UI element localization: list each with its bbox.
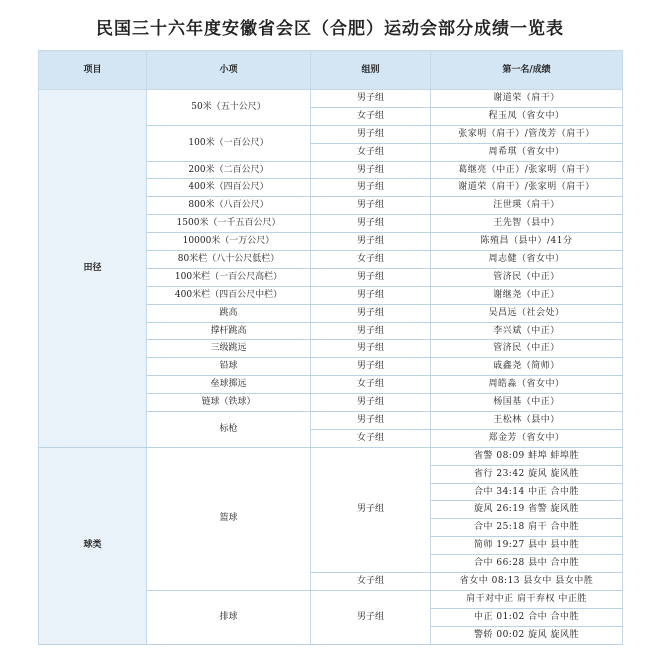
event-cell: 800米（八百公尺） [147, 197, 311, 215]
result-cell: 省行 23:42 旋风 旋风胜 [431, 465, 623, 483]
result-cell: 吴昌远（社会处） [431, 304, 623, 322]
result-cell: 陈殖昌（县中）/41分 [431, 233, 623, 251]
group-cell: 男子组 [311, 233, 431, 251]
group-cell: 男子组 [311, 304, 431, 322]
header-event: 小项 [147, 51, 311, 90]
result-cell: 周志健（省女中） [431, 251, 623, 269]
table-body [39, 90, 623, 645]
result-cell: 杨国基（中正） [431, 394, 623, 412]
result-cell: 简师 19:27 县中 县中胜 [431, 537, 623, 555]
result-cell: 合中 66:28 县中 合中胜 [431, 555, 623, 573]
table-header-row [39, 51, 623, 90]
event-cell: 撑杆跳高 [147, 322, 311, 340]
group-cell: 男子组 [311, 412, 431, 430]
group-cell: 男子组 [311, 197, 431, 215]
table-row [39, 447, 623, 465]
result-cell: 省女中 08:13 县女中 县女中胜 [431, 573, 623, 591]
header-category: 项目 [39, 51, 147, 90]
group-cell: 男子组 [311, 125, 431, 143]
event-cell: 链球（铁球） [147, 394, 311, 412]
result-cell: 管济民（中正） [431, 268, 623, 286]
group-cell: 男子组 [311, 394, 431, 412]
event-cell: 三级跳远 [147, 340, 311, 358]
group-cell: 男子组 [311, 215, 431, 233]
table-row [39, 90, 623, 108]
event-cell: 铅球 [147, 358, 311, 376]
event-cell: 400米（四百公尺） [147, 179, 311, 197]
event-cell: 排球 [147, 590, 311, 644]
result-cell: 管济民（中正） [431, 340, 623, 358]
event-cell: 10000米（一万公尺） [147, 233, 311, 251]
group-cell: 男子组 [311, 447, 431, 572]
result-cell: 旋风 26:19 省警 旋风胜 [431, 501, 623, 519]
event-cell: 标枪 [147, 412, 311, 448]
event-cell: 100米（一百公尺） [147, 125, 311, 161]
event-cell: 400米栏（四百公尺中栏） [147, 286, 311, 304]
event-cell: 200米（二百公尺） [147, 161, 311, 179]
result-cell: 谢继尧（中正） [431, 286, 623, 304]
result-cell: 王松林（县中） [431, 412, 623, 430]
result-cell: 戚鑫尧（简师） [431, 358, 623, 376]
group-cell: 女子组 [311, 429, 431, 447]
result-cell: 张家明（肩干）/管茂芳（肩干） [431, 125, 623, 143]
group-cell: 男子组 [311, 268, 431, 286]
group-cell: 男子组 [311, 322, 431, 340]
group-cell: 女子组 [311, 107, 431, 125]
result-cell: 葛继亮（中正）/张家明（肩干） [431, 161, 623, 179]
group-cell: 女子组 [311, 376, 431, 394]
category-cell-ball: 球类 [39, 447, 147, 644]
result-cell: 省警 08:09 蚌埠 蚌埠胜 [431, 447, 623, 465]
group-cell: 男子组 [311, 590, 431, 644]
result-cell: 合中 34:14 中正 合中胜 [431, 483, 623, 501]
result-cell: 谢道荣（肩干）/张家明（肩干） [431, 179, 623, 197]
header-group: 组别 [311, 51, 431, 90]
group-cell: 男子组 [311, 358, 431, 376]
event-cell: 篮球 [147, 447, 311, 590]
group-cell: 女子组 [311, 143, 431, 161]
event-cell: 1500米（一千五百公尺） [147, 215, 311, 233]
result-cell: 程玉凤（省女中） [431, 107, 623, 125]
result-cell: 警轿 00:02 旋风 旋风胜 [431, 626, 623, 644]
result-cell: 合中 25:18 肩干 合中胜 [431, 519, 623, 537]
group-cell: 女子组 [311, 251, 431, 269]
header-result: 第一名/成绩 [431, 51, 623, 90]
result-cell: 周希琪（省女中） [431, 143, 623, 161]
result-cell: 李兴斌（中正） [431, 322, 623, 340]
event-cell: 100米栏（一百公尺高栏） [147, 268, 311, 286]
results-table [38, 50, 623, 645]
group-cell: 男子组 [311, 340, 431, 358]
result-cell: 周皓淼（省女中） [431, 376, 623, 394]
result-cell: 中正 01:02 合中 合中胜 [431, 608, 623, 626]
group-cell: 男子组 [311, 161, 431, 179]
event-cell: 80米栏（八十公尺低栏） [147, 251, 311, 269]
result-cell: 谢道荣（肩干） [431, 90, 623, 108]
group-cell: 男子组 [311, 179, 431, 197]
result-cell: 郑金芳（省女中） [431, 429, 623, 447]
category-cell-athletics: 田径 [39, 90, 147, 448]
event-cell: 垒球掷远 [147, 376, 311, 394]
result-cell: 肩干对中正 肩干弃权 中正胜 [431, 590, 623, 608]
event-cell: 50米（五十公尺） [147, 90, 311, 126]
group-cell: 女子组 [311, 573, 431, 591]
group-cell: 男子组 [311, 90, 431, 108]
event-cell: 跳高 [147, 304, 311, 322]
page-title: 民国三十六年度安徽省会区（合肥）运动会部分成绩一览表 [96, 19, 564, 39]
result-cell: 王先智（县中） [431, 215, 623, 233]
group-cell: 男子组 [311, 286, 431, 304]
result-cell: 汪世瑛（肩干） [431, 197, 623, 215]
